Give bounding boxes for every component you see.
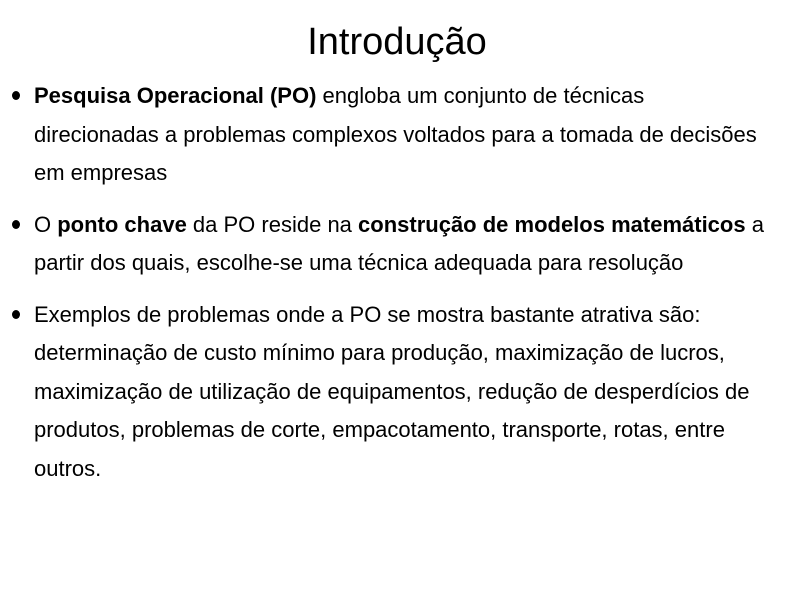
bullet-2-text-c: a partir dos quais, escolhe-se uma técnica adequada para resolução <box>34 211 764 275</box>
bullet-dot-icon <box>12 310 20 319</box>
bullet-dot-icon <box>12 220 20 229</box>
slide-title: Introdução <box>307 21 487 63</box>
bullet-text-3: Exemplos de problemas onde a PO se mostra bastante atrativa são: determinação de custo mínimo para produção, maximização de lucros, maximização de utilização de equipamentos, redução de desperdícios de produtos, problemas de corte, empacotamento, transporte, rotas, entre outros. <box>34 301 750 481</box>
bullet-dot-icon <box>12 91 20 100</box>
bullet-item-1 <box>0 77 794 193</box>
bullet-2-text-a: O <box>34 211 58 237</box>
bullet-item-3 <box>0 296 794 489</box>
bullet-list <box>0 77 794 488</box>
bullet-item-2 <box>0 206 794 283</box>
bullet-text-1 <box>34 83 757 185</box>
bullet-text-2 <box>34 212 764 276</box>
bullet-2-bold-ponto-chave: ponto chave <box>57 211 187 237</box>
bullet-1-text: engloba um conjunto de técnicas direcionadas a problemas complexos voltados para a tomada de decisões em empresas <box>34 83 757 185</box>
bullet-2-text-b: da PO reside na <box>186 211 359 237</box>
bullet-1-bold-term: Pesquisa Operacional (PO) <box>34 83 317 108</box>
bullet-2-bold-modelos: construção de modelos matemáticos <box>358 211 746 237</box>
